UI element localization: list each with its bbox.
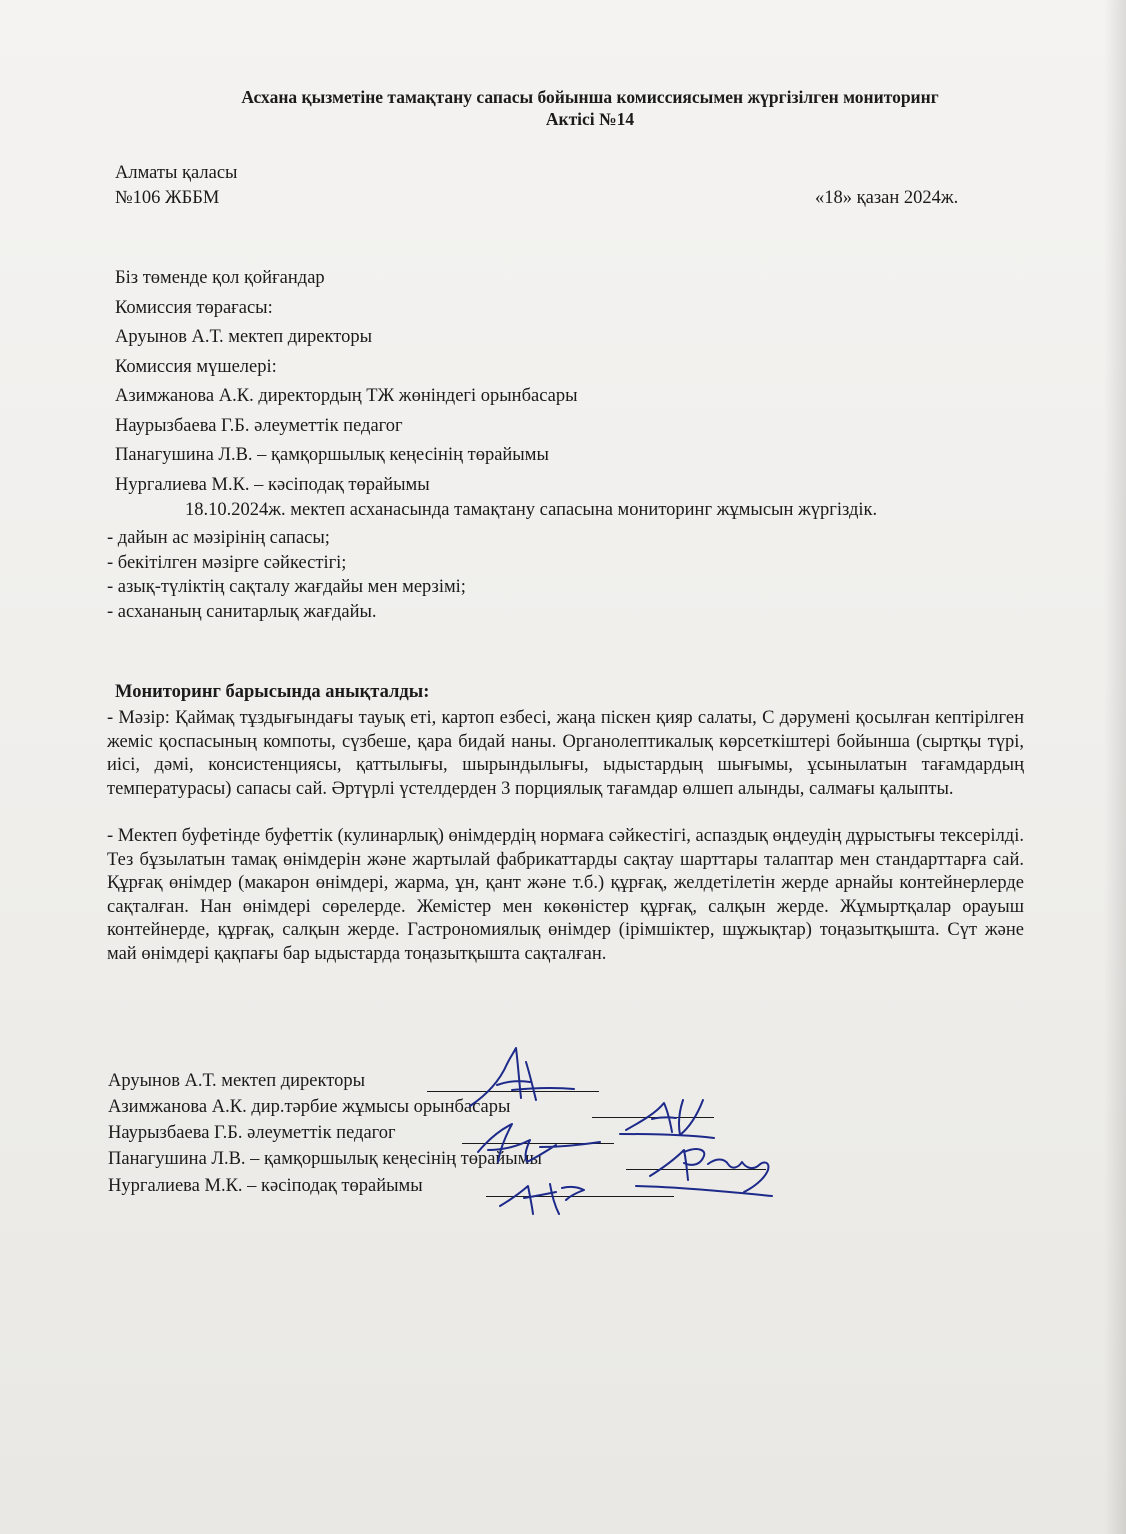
page-edge-shadow (1104, 0, 1126, 1534)
signature-line (486, 1196, 674, 1197)
checklist-item: - бекітілген мәзірге сәйкестігі; (107, 552, 347, 573)
findings-paragraph-buffet: - Мектеп буфетінде буфеттік (кулинарлық) өнімдердің нормаға сәйкестігі, аспаздық өңдеудің дұрыстығы тексерілді. Тез бұзылатын тамақ өнімдерін және жартылай фабрикаттарды сақтау шарттары талаптар мен стандарттарға сай. Құрғақ өнімдер (макарон өнімдері, жарма, ұн, қант және т.б.) құрғақ, желдетілетін жерде арнайы контейнерлерде сақталған. Нан өнімдері сөрелерде. Жемістер мен көкөністер құрғақ, салқын жерде. Жұмыртқалар орауыш контейнерде, құрғақ, салқын жерде. Гастрономиялық өнімдер (ірімшіктер, шұжықтар) тоңазытқышта. Сүт және май өнімдері қақпағы бар ыдыстарда тоңазытқышта сақталған. (107, 826, 1024, 964)
place-text: Алматы қаласы (115, 163, 238, 183)
title-line-2: Актісі №14 (545, 109, 635, 129)
intro-statement: 18.10.2024ж. мектеп асханасында тамақтану сапасына мониторинг жұмысын жүргіздік. (185, 500, 878, 520)
checklist-item: - дайын ас мәзірінің сапасы; (107, 528, 330, 548)
checklist (107, 527, 466, 625)
document-title (100, 86, 1080, 130)
signature-line (626, 1169, 766, 1170)
member-item: Нургалиева М.К. – кәсіподақ төрайымы (115, 474, 430, 495)
signature-line (592, 1117, 714, 1118)
member-item: Панагушина Л.В. – қамқоршылық кеңесінің төрайымы (115, 445, 549, 465)
commission-members (115, 266, 578, 502)
signature-label: Азимжанова А.К. дир.тәрбие жұмысы орынбасары (108, 1097, 511, 1117)
signature-label: Панагушина Л.В. – қамқоршылық кеңесінің төрайымы (108, 1149, 542, 1169)
signature-line (462, 1143, 614, 1144)
members-label: Комиссия мүшелері: (115, 356, 277, 377)
signature-deputy (620, 1100, 714, 1138)
signature-nurgalieva (500, 1184, 584, 1214)
findings-heading: Мониторинг барысында анықталды: (115, 682, 430, 702)
member-item: Азимжанова А.К. директордың ТЖ жөніндегі орынбасары (115, 386, 578, 406)
members-heading: Біз төменде қол қойғандар (115, 268, 325, 288)
chair-name: Аруынов А.Т. мектеп директоры (115, 327, 373, 347)
checklist-item: - азық-түліктің сақталу жағдайы мен мерзімі; (107, 577, 466, 597)
signature-line (427, 1091, 599, 1092)
school-text: №106 ЖББМ (115, 188, 220, 208)
findings-paragraph-menu: - Мәзір: Қаймақ тұздығындағы тауық еті, картоп езбесі, жаңа піскен қияр салаты, С дәрумені қосылған кептірілген жеміс қоспасының компоты, сүзбеше, қара бидай наны. Органолептикалық көрсеткіштері бойынша (сыртқы түрі, иісі, дәмі, консистенциясы, қаттылығы, шырындылығы, ыдыстардың шығымы, ұсынылатын тағамдардың температурасы) сапасы сай. Әртүрлі үстелдерден 3 порциялық тағамдар өлшеп алынды, салмағы қалыпты. (107, 708, 1024, 799)
member-item: Наурызбаева Г.Б. әлеуметтік педагог (115, 415, 403, 436)
date-text: «18» қазан 2024ж. (815, 188, 959, 208)
chair-label: Комиссия төрағасы: (115, 297, 273, 318)
title-line-1: Асхана қызметіне тамақтану сапасы бойынша комиссиясымен жүргізілген мониторинг (241, 87, 939, 107)
signature-label: Аруынов А.Т. мектеп директоры (108, 1071, 366, 1091)
signature-label: Нургалиева М.К. – кәсіподақ төрайымы (108, 1176, 423, 1196)
signature-panagushina (636, 1149, 772, 1196)
signature-label: Наурызбаева Г.Б. әлеуметтік педагог (108, 1123, 396, 1143)
checklist-item: - асхананың санитарлық жағдайы. (107, 601, 377, 622)
